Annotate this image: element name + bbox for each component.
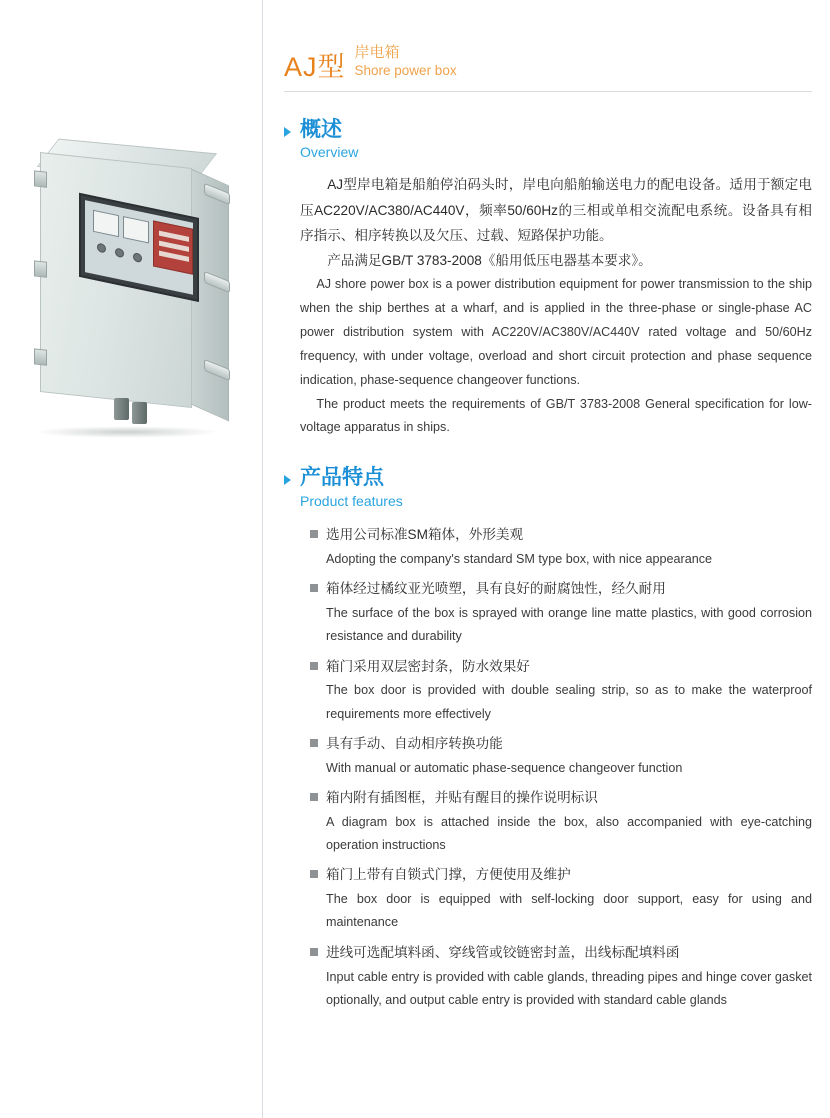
list-item — [310, 577, 812, 648]
triangle-right-icon — [284, 475, 291, 485]
overview-heading-en: Overview — [300, 143, 359, 160]
selector-knob — [133, 252, 142, 263]
feature-text-cn: 箱门采用双层密封条，防水效果好 — [326, 658, 530, 674]
feature-text-cn: 箱门上带有自锁式门撑，方便使用及维护 — [326, 867, 571, 883]
indicator-lamp-2 — [115, 247, 124, 258]
square-bullet-icon — [310, 739, 318, 747]
feature-text-en: The box door is equipped with self-locking door support, easy for using and maintenance — [326, 892, 812, 930]
feature-text-en: The box door is provided with double sealing strip, so as to make the waterproof requirements more effectively — [326, 683, 812, 721]
feature-text-en: A diagram box is attached inside the box, also accompanied with eye-catching operation instructions — [326, 814, 812, 853]
overview-paragraph-en-1: AJ shore power box is a power distribution equipment for power transmission to the ship when the ship berthes at a wharf, and is applied in the three-phase or single-phase AC power distribution system with AC220V/AC380V/AC440V rated voltage and 50/60Hz frequency, with under voltage, overload and short circuit protection and phase sequence indication, phase-sequence changeover functions. — [300, 276, 812, 387]
hinge-lug-middle — [34, 260, 47, 277]
features-list — [284, 523, 812, 1012]
overview-body — [284, 172, 812, 440]
list-item — [310, 941, 812, 1012]
feature-text-cn: 进线可选配填料函、穿线管或铰链密封盖，出线标配填料函 — [326, 944, 680, 960]
instrument-panel — [85, 200, 193, 295]
list-item — [310, 655, 812, 726]
ammeter-gauge — [93, 210, 119, 237]
section-overview — [284, 118, 812, 441]
hinge-lug-top — [34, 170, 47, 187]
feature-text-cn: 选用公司标准SM箱体，外形美观 — [326, 527, 524, 543]
feature-text-cn: 箱内附有插图框，并贴有醒目的操作说明标识 — [326, 790, 598, 806]
cable-gland-right — [132, 402, 147, 424]
model-title: AJ型 — [284, 51, 346, 82]
square-bullet-icon — [310, 793, 318, 801]
indicator-lamp-1 — [97, 243, 106, 254]
square-bullet-icon — [310, 662, 318, 670]
square-bullet-icon — [310, 530, 318, 538]
feature-text-cn: 具有手动、自动相序转换功能 — [326, 735, 503, 751]
photo-shadow — [34, 426, 220, 438]
product-name-cn: 岸电箱 — [354, 44, 400, 61]
enclosure-front-face — [40, 152, 192, 408]
instrument-window — [79, 193, 199, 302]
product-name-en: Shore power box — [354, 62, 457, 78]
list-item — [310, 523, 812, 571]
content-column — [262, 0, 830, 1118]
control-label-plate — [153, 220, 193, 274]
product-image-column — [0, 0, 262, 1118]
title-divider — [284, 91, 812, 92]
list-item — [310, 786, 812, 857]
cable-gland-left — [114, 398, 129, 420]
square-bullet-icon — [310, 870, 318, 878]
square-bullet-icon — [310, 948, 318, 956]
feature-text-en: Input cable entry is provided with cable glands, threading pipes and hinge cover gasket optionally, and output cable entry is provided with standard cable glands — [326, 969, 812, 1007]
voltmeter-gauge — [123, 216, 149, 243]
feature-text-en: With manual or automatic phase-sequence changeover function — [326, 760, 683, 775]
triangle-right-icon — [284, 127, 291, 137]
page-title — [284, 0, 812, 92]
overview-heading-cn: 概述 — [300, 117, 342, 141]
section-product-features — [284, 466, 812, 1012]
feature-text-en: The surface of the box is sprayed with orange line matte plastics, with good corrosion resistance and durability — [326, 605, 812, 644]
overview-paragraph-en-2: The product meets the requirements of GB/T 3783-2008 General specification for low-voltage apparatus in ships. — [300, 396, 812, 435]
list-item — [310, 863, 812, 934]
overview-paragraph-cn-1: AJ型岸电箱是船舶停泊码头时，岸电向船舶输送电力的配电设备。适用于额定电压AC220V/AC380/AC440V，频率50/60Hz的三相或单相交流配电系统。设备具有相序指示、相序转换以及欠压、过载、短路保护功能。 — [300, 177, 812, 243]
product-photo — [18, 140, 244, 460]
overview-paragraph-cn-2: 产品满足GB/T 3783-2008《船用低压电器基本要求》。 — [327, 252, 652, 268]
features-heading-cn: 产品特点 — [300, 466, 384, 490]
list-item — [310, 732, 812, 780]
hinge-lug-bottom — [34, 348, 47, 365]
square-bullet-icon — [310, 584, 318, 592]
features-heading-en: Product features — [300, 492, 403, 509]
feature-text-en: Adopting the company's standard SM type box, with nice appearance — [326, 551, 713, 566]
feature-text-cn: 箱体经过橘纹亚光喷塑，具有良好的耐腐蚀性，经久耐用 — [326, 581, 666, 597]
